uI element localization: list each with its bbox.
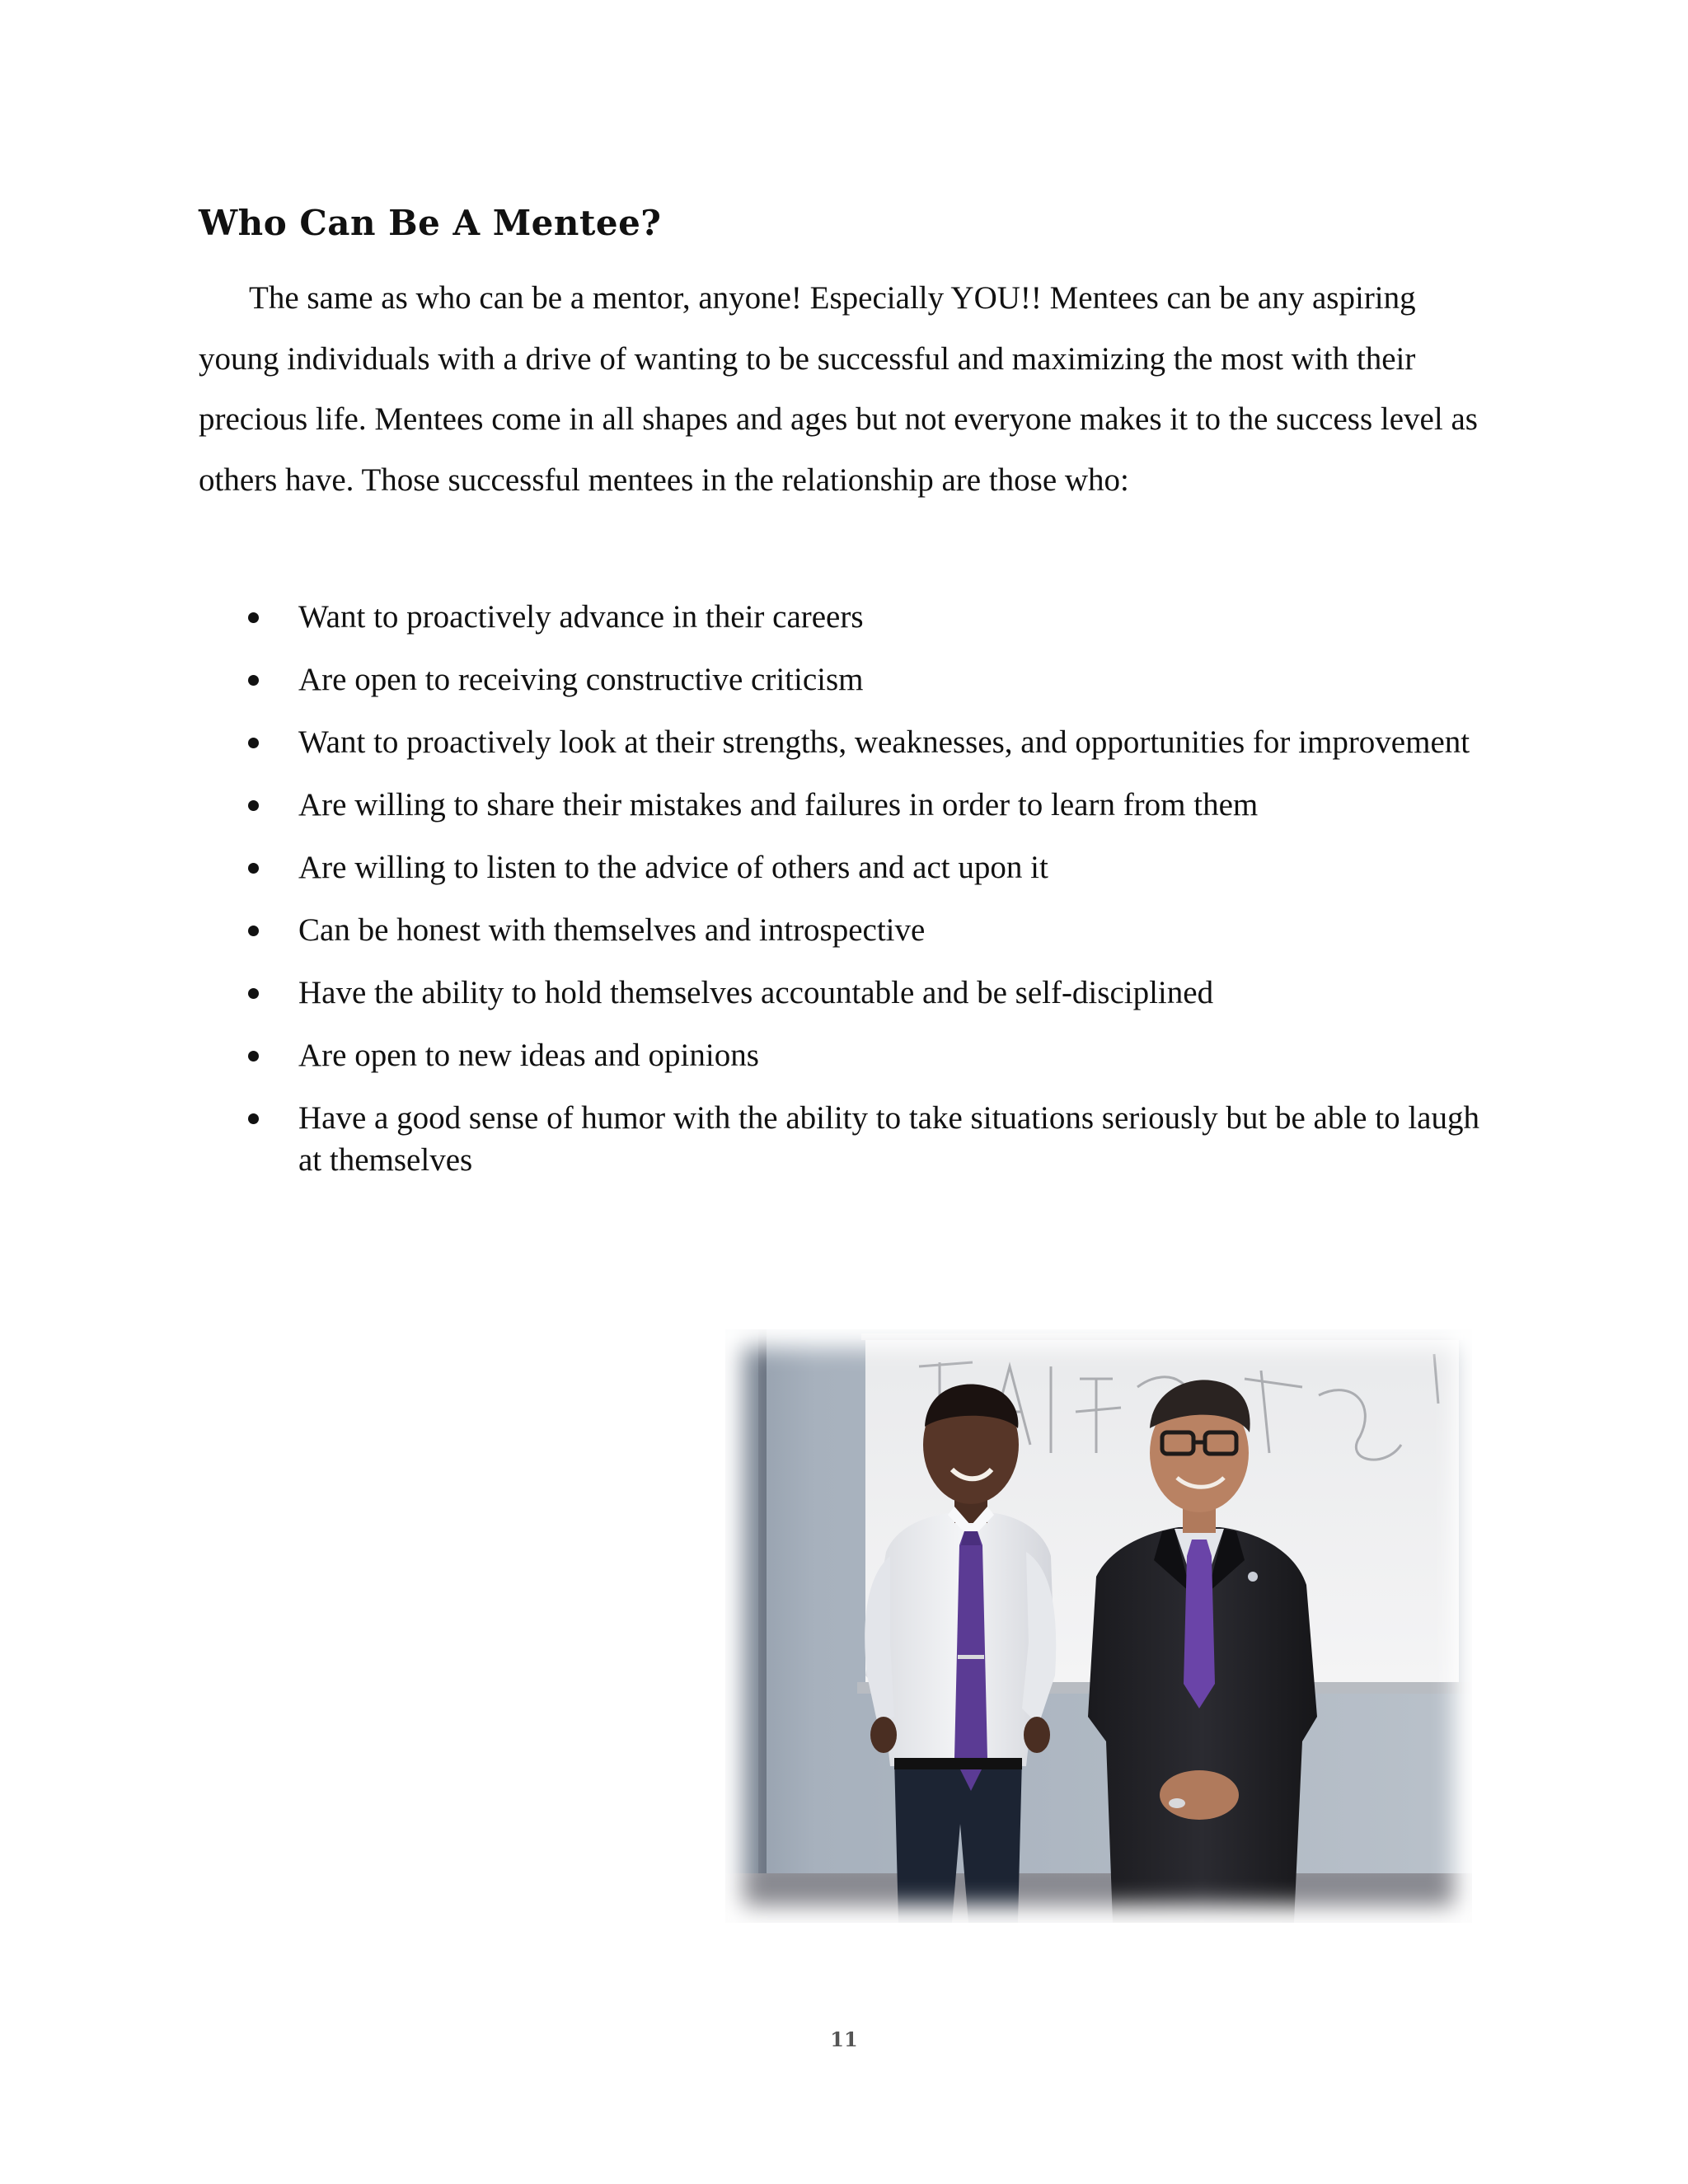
section-heading: Who Can Be A Mentee?: [199, 203, 662, 243]
bullet-icon: [248, 1051, 259, 1062]
photo-illustration: [725, 1329, 1472, 1923]
list-item-text: Have a good sense of humor with the ability to take situations seriously but be able to laugh at themselves: [298, 1100, 1479, 1178]
page-number: 11: [830, 2027, 858, 2051]
bullet-icon: [248, 800, 259, 811]
list-item: [199, 972, 1501, 1014]
list-item-text: Are open to new ideas and opinions: [298, 1038, 759, 1073]
mentor-mentee-photo: [725, 1329, 1472, 1923]
list-item-text: Are open to receiving constructive criticism: [298, 662, 864, 697]
list-item-text: Are willing to share their mistakes and failures in order to learn from them: [298, 787, 1259, 823]
bullet-icon: [248, 988, 259, 999]
intro-paragraph: The same as who can be a mentor, anyone! Especially YOU!! Mentees can be any aspiring young individuals with a drive of wanting to be successful and maximizing the most with their precious life. Mentees come in all shapes and ages but not everyone makes it to the success level as others have. Those successful mentees in the relationship are those who:: [199, 280, 1478, 498]
list-item-text: Want to proactively look at their strengths, weaknesses, and opportunities for improvement: [298, 724, 1470, 760]
list-item-text: Want to proactively advance in their careers: [298, 599, 864, 635]
list-item: [199, 1034, 1501, 1076]
list-item: [199, 784, 1501, 826]
bullet-icon: [248, 863, 259, 874]
bullet-icon: [248, 926, 259, 936]
list-item: [199, 846, 1501, 888]
bullet-icon: [248, 738, 259, 748]
mentee-traits-list: [199, 596, 1501, 1202]
list-item-text: Are willing to listen to the advice of others and act upon it: [298, 850, 1048, 885]
list-item: [199, 721, 1501, 763]
list-item: [199, 909, 1501, 951]
list-item: [199, 658, 1501, 701]
list-item-text: Have the ability to hold themselves accountable and be self-disciplined: [298, 975, 1214, 1010]
bullet-icon: [248, 675, 259, 686]
list-item-text: Can be honest with themselves and introspective: [298, 912, 926, 948]
list-item: [199, 596, 1501, 638]
bullet-icon: [248, 612, 259, 623]
bullet-icon: [248, 1113, 259, 1124]
list-item: [199, 1097, 1501, 1181]
